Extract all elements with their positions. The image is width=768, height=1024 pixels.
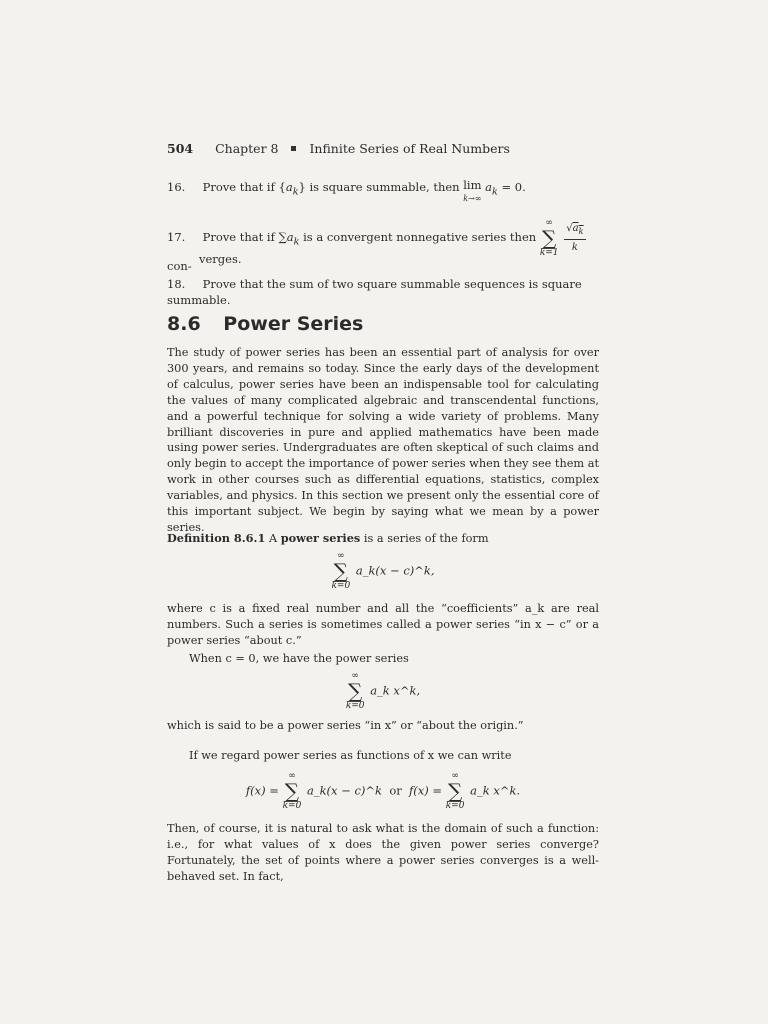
exercise-text-pre: Prove that if { [202, 180, 286, 194]
limit-subscript: k→∞ [463, 194, 482, 203]
section-title: Power Series [223, 313, 364, 335]
formula-power-series-c [167, 552, 599, 591]
formula-left: f(x) = [245, 783, 279, 798]
definition-line [167, 531, 599, 547]
exercise-18 [167, 276, 599, 308]
exercise-text-end: = 0. [501, 180, 526, 194]
chapter-title: Infinite Series of Real Numbers [309, 141, 510, 156]
formula-power-series-origin [167, 672, 599, 711]
definition-label: Definition 8.6.1 [167, 531, 266, 545]
origin-line: which is said to be a power series “in x” or “about the origin.” [167, 719, 524, 732]
final-paragraph: Then, of course, it is natural to ask what is the domain of such a function: i.e., for what values of x does the given power series converge? Fortunately, the set of points where a power series converges is a well-behaved set. In fact, [167, 822, 599, 883]
exercise-number: 17. [167, 230, 186, 244]
running-header [167, 141, 510, 156]
fraction-sqrt-ak-over-k: $\frac{√a_k}{k}$ [566, 222, 584, 253]
sum-symbol: ∞ ∑ k=0 [282, 771, 302, 811]
sum-symbol: ∞ ∑ k=0 [345, 671, 365, 711]
definition-post: is a series of the form [363, 532, 489, 545]
chapter-label: Chapter 8 [215, 141, 279, 156]
formula-body-1: a_k(x − c)^k [306, 783, 382, 798]
math-ak: $a_k$ [285, 180, 299, 198]
exercise-17-continuation [167, 251, 599, 267]
formula-body: a_k x^k, [370, 683, 421, 698]
definition-pre: A [268, 532, 278, 545]
math-sum-ak: $\sum a_k$ [278, 230, 300, 248]
exercise-text-end: con- [167, 259, 192, 273]
exercise-number: 16. [167, 180, 186, 194]
exercise-number: 18. [167, 277, 186, 291]
sum-symbol: ∞ ∑ k=0 [331, 551, 351, 591]
exercise-text-pre: Prove that if [202, 230, 275, 244]
exercise-text-mid: is a convergent nonnegative series then [303, 230, 537, 244]
limit-expression [463, 179, 481, 205]
when-c-zero-line: When c = 0, we have the power series [189, 652, 409, 665]
formula-body: a_k(x − c)^k, [355, 563, 435, 578]
regard-line: If we regard power series as functions of x we can write [189, 749, 512, 762]
definition-term: power series [280, 531, 361, 545]
exercise-text-cont: verges. [199, 252, 242, 266]
math-ak-2: $a_k$ [485, 180, 498, 198]
sum-symbol: ∞ ∑ k=1 [539, 218, 559, 258]
limit-label: lim [463, 178, 482, 192]
header-separator-icon [291, 146, 296, 151]
formula-right: f(x) = [409, 783, 443, 798]
formula-or: or [389, 783, 402, 798]
section-heading [167, 313, 363, 335]
paragraph-after-definition: where c is a fixed real number and all the “coefficients” a_k are real numbers. Such a series is sometimes called a power series “in x − c” or a power series “about c.” [167, 602, 599, 647]
page-number: 504 [167, 141, 194, 156]
formula-body-2: a_k x^k. [470, 783, 521, 798]
exercise-text-mid: } is square summable, then [298, 180, 460, 194]
section-number: 8.6 [167, 313, 201, 335]
intro-paragraph: The study of power series has been an essential part of analysis for over 300 years, and remains so today. Since the early days of the development of calculus, power series have been an indispensable tool for calculating the values of many complicated algebraic and transcendental functions, and a powerful technique for solving a wide variety of problems. Many brilliant discoveries in pure and applied mathematics have been made using power series. Undergraduates are often skeptical of such claims and only begin to accept the importance of power series when they see them at work in other courses such as differential equations, statistics, complex variables, and physics. In this section we present only the essential core of this important subject. We begin by saying what we mean by a power series. [167, 346, 599, 534]
formula-function-form [167, 772, 599, 811]
exercise-16 [167, 179, 599, 205]
sum-symbol-2: ∞ ∑ k=0 [445, 771, 465, 811]
exercise-text: Prove that the sum of two square summable sequences is square summable. [167, 277, 582, 307]
